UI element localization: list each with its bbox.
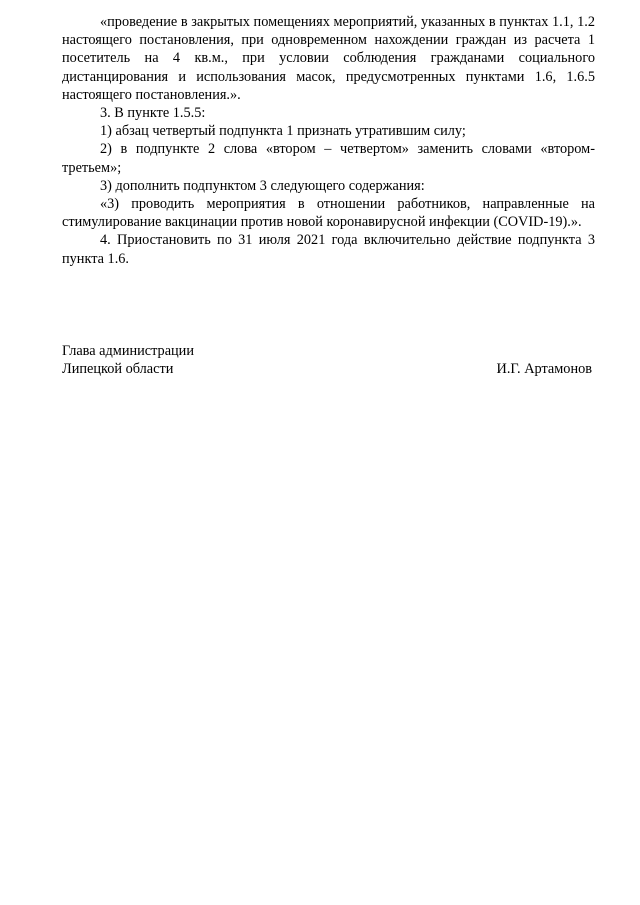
signatory-position-line2: Липецкой области: [62, 361, 174, 378]
document-body: [62, 13, 595, 268]
signatory-position-line1: Глава администрации: [62, 343, 194, 359]
signature-line: [62, 360, 592, 378]
signature-block: [62, 342, 592, 378]
paragraph-quoted-clause: «проведение в закрытых помещениях мероприятий, указанных в пунктах 1.1, 1.2 настоящего постановления, при одновременном нахождении граждан из расчета 1 посетитель на 4 кв.м., при условии соблюдения гражданами социального дистанцирования и использования масок, предусмотренных пунктами 1.6, 1.6.5 настоящего постановления.».: [62, 14, 595, 103]
paragraph-subitem-2: 2) в подпункте 2 слова «втором – четвертом» заменить словами «втором-третьем»;: [62, 141, 595, 176]
paragraph-subitem-3: 3) дополнить подпунктом 3 следующего содержания:: [100, 177, 425, 194]
paragraph-subitem-3-text: «3) проводить мероприятия в отношении работников, направленные на стимулирование вакцинации против новой коронавирусной инфекции (COVID-19).».: [62, 196, 595, 231]
paragraph-item-3: 3. В пункте 1.5.5:: [100, 105, 206, 122]
paragraph-item-4: 4. Приостановить по 31 июля 2021 года включительно действие подпункта 3 пункта 1.6.: [62, 232, 595, 267]
paragraph-subitem-1: 1) абзац четвертый подпункта 1 признать утратившим силу;: [100, 123, 466, 140]
signatory-name: И.Г. Артамонов: [496, 361, 592, 378]
